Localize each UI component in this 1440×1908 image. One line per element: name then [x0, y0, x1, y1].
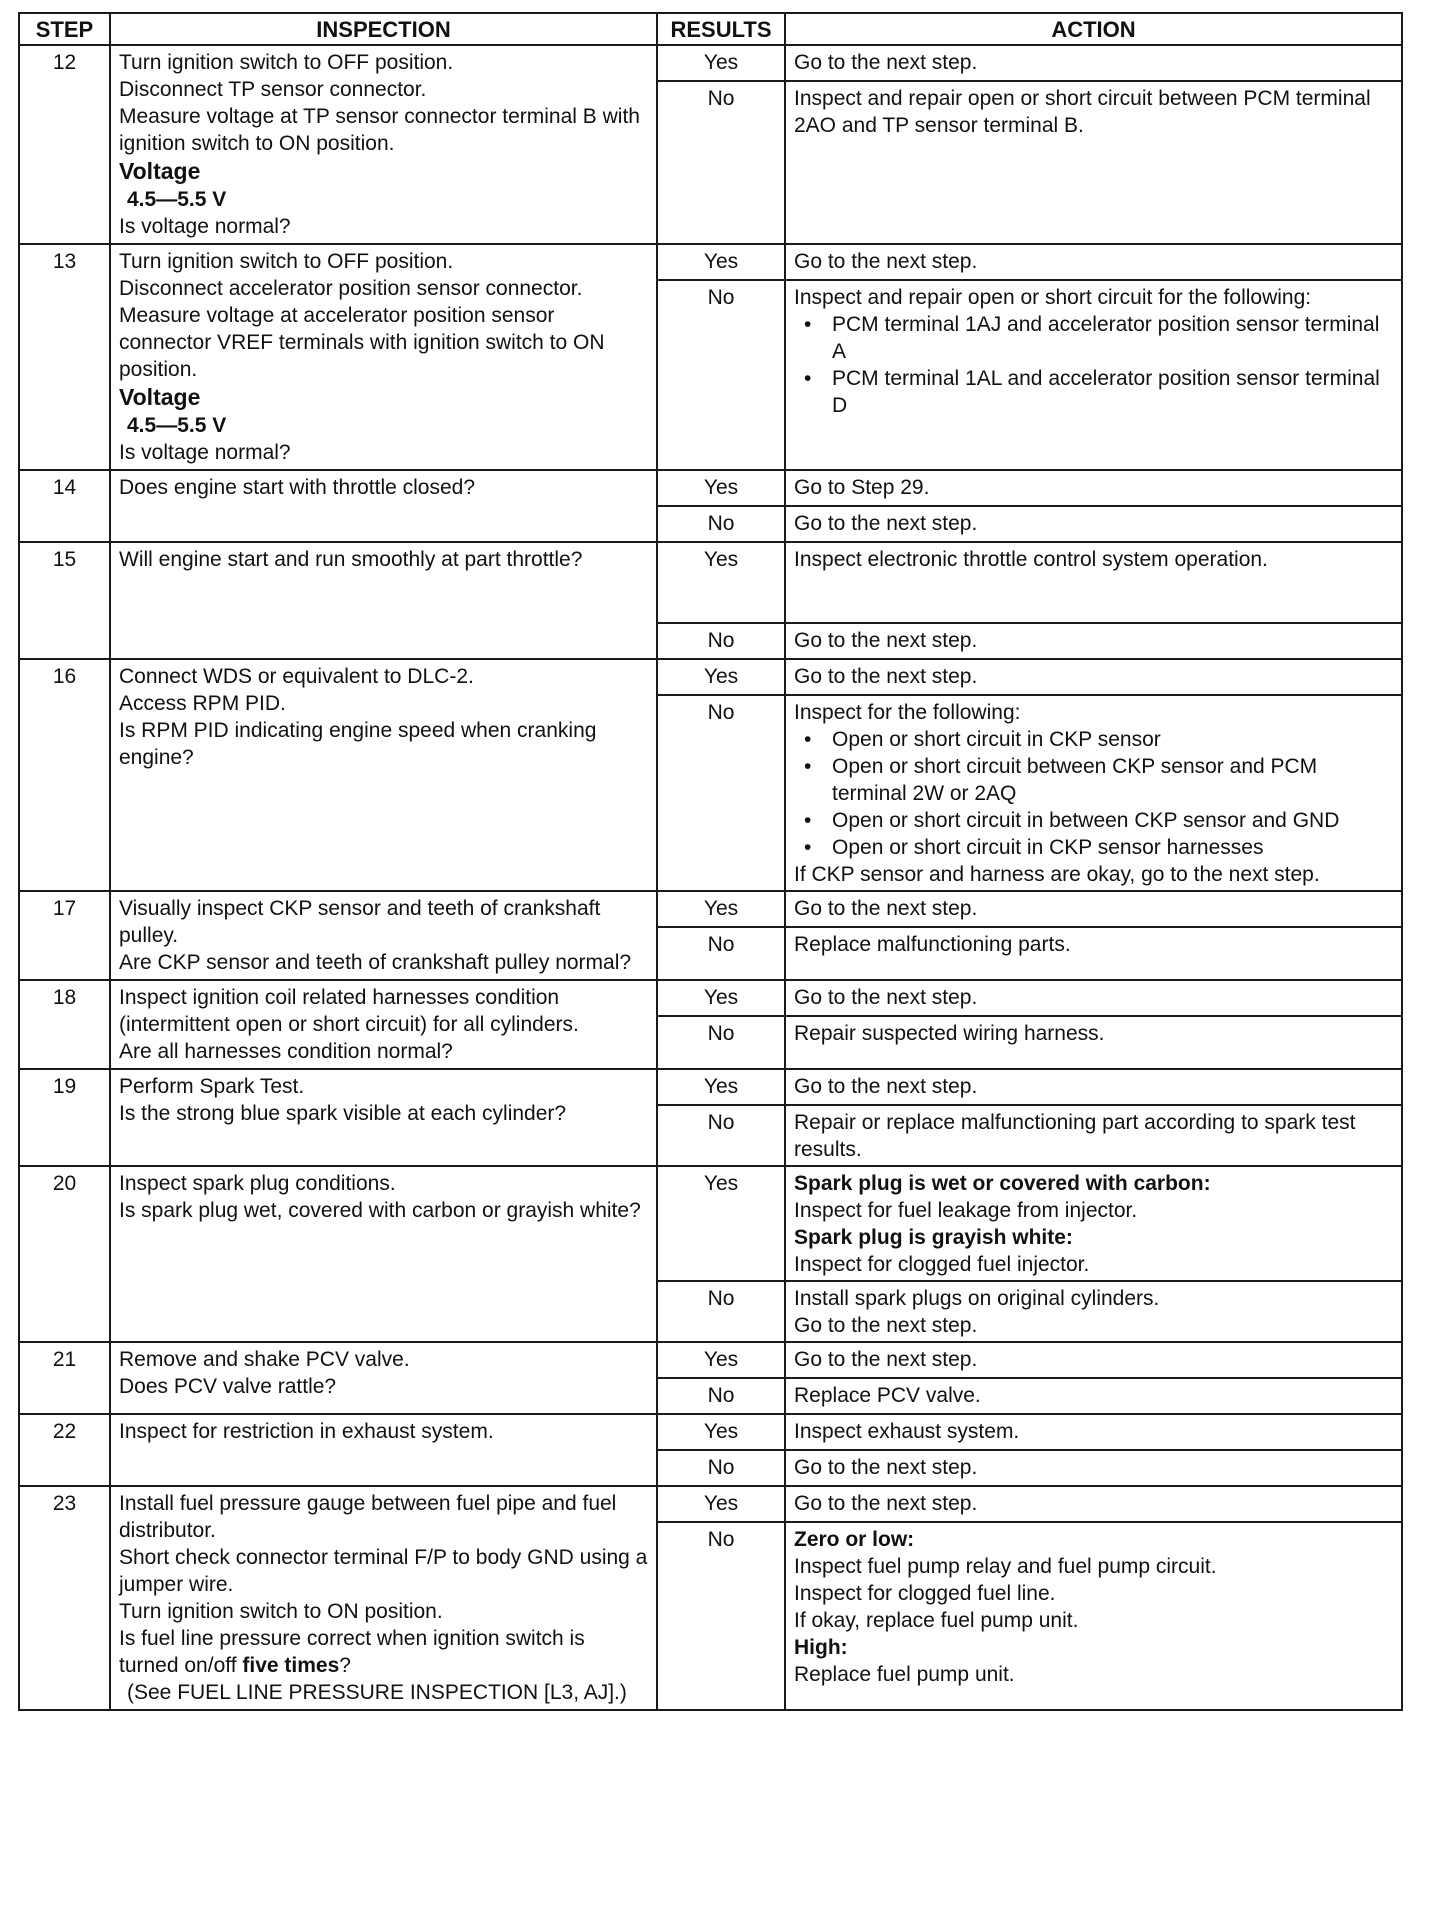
spec-heading: Voltage — [119, 384, 201, 410]
action-cell — [785, 1069, 1402, 1105]
step-number: 19 — [19, 1069, 110, 1166]
inspection-cell — [110, 542, 657, 659]
text-line: If CKP sensor and harness are okay, go to the next step. — [794, 863, 1320, 886]
text-line: Measure voltage at TP sensor connector terminal B with ignition switch to ON position. — [119, 105, 640, 155]
action-cell — [785, 695, 1402, 891]
text-line: Install fuel pressure gauge between fuel pipe and fuel distributor. — [119, 1492, 617, 1542]
result-cell: No — [657, 1105, 785, 1166]
bullet-text: Open or short circuit in between CKP sensor and GND — [832, 809, 1340, 832]
action-cell — [785, 1016, 1402, 1069]
header-results: RESULTS — [657, 13, 785, 45]
action-cell — [785, 542, 1402, 623]
text-line: Replace malfunctioning parts. — [794, 933, 1071, 956]
inspection-cell — [110, 1166, 657, 1342]
inspection-cell — [110, 1486, 657, 1710]
result-cell: Yes — [657, 244, 785, 280]
table-row — [19, 659, 1402, 695]
result-cell: Yes — [657, 1069, 785, 1105]
text-line: Disconnect accelerator position sensor connector. — [119, 277, 583, 300]
text-line: Go to the next step. — [794, 1075, 978, 1098]
inspection-cell — [110, 891, 657, 980]
bullet-icon: • — [804, 313, 812, 336]
text-line: Repair or replace malfunctioning part according to spark test results. — [794, 1111, 1356, 1161]
text-fragment: ? — [339, 1654, 351, 1677]
bullet-text: PCM terminal 1AJ and accelerator position sensor terminal A — [832, 313, 1380, 363]
result-cell: No — [657, 1450, 785, 1486]
inspection-cell — [110, 1342, 657, 1414]
text-fragment: Is fuel line pressure correct when ignition switch is turned on/off — [119, 1627, 585, 1677]
text-line: Go to the next step. — [794, 897, 978, 920]
text-line: Inspect and repair open or short circuit for the following: — [794, 286, 1312, 309]
step-number: 12 — [19, 45, 110, 244]
text-line: Is voltage normal? — [119, 441, 291, 464]
action-cell — [785, 1522, 1402, 1710]
table-row — [19, 542, 1402, 623]
action-cell — [785, 1486, 1402, 1522]
bold-text: five times — [242, 1654, 340, 1677]
table-row — [19, 1166, 1402, 1281]
table-row — [19, 470, 1402, 506]
text-line: Is the strong blue spark visible at each cylinder? — [119, 1102, 567, 1125]
result-cell: Yes — [657, 470, 785, 506]
text-line: Measure voltage at accelerator position sensor connector VREF terminals with ignition switch to ON position. — [119, 304, 605, 381]
table-row — [19, 45, 1402, 81]
result-cell: No — [657, 1281, 785, 1342]
text-line: Inspect for fuel leakage from injector. — [794, 1199, 1138, 1222]
action-cell — [785, 506, 1402, 542]
step-number: 18 — [19, 980, 110, 1069]
text-line: Will engine start and run smoothly at part throttle? — [119, 548, 583, 571]
result-cell: No — [657, 280, 785, 470]
text-line: Repair suspected wiring harness. — [794, 1022, 1105, 1045]
action-cell — [785, 81, 1402, 244]
result-cell: No — [657, 1522, 785, 1710]
text-line: Is spark plug wet, covered with carbon or grayish white? — [119, 1199, 641, 1222]
condition-heading: High: — [794, 1636, 848, 1659]
bullet-icon: • — [804, 367, 812, 390]
text-line: Replace PCV valve. — [794, 1384, 981, 1407]
text-line: Does engine start with throttle closed? — [119, 476, 476, 499]
bullet-icon: • — [804, 809, 812, 832]
text-line: Inspect for restriction in exhaust system. — [119, 1420, 494, 1443]
bullet-icon: • — [804, 755, 812, 778]
spec-heading: Voltage — [119, 158, 201, 184]
action-cell — [785, 280, 1402, 470]
text-line: Inspect exhaust system. — [794, 1420, 1020, 1443]
text-line: Remove and shake PCV valve. — [119, 1348, 410, 1371]
action-cell — [785, 1342, 1402, 1378]
spec-value: 4.5—5.5 V — [127, 188, 227, 211]
result-cell: No — [657, 927, 785, 980]
condition-heading: Spark plug is grayish white: — [794, 1226, 1073, 1249]
table-row — [19, 1069, 1402, 1105]
condition-heading: Zero or low: — [794, 1528, 915, 1551]
text-line: Go to the next step. — [794, 250, 978, 273]
step-number: 22 — [19, 1414, 110, 1486]
text-line: Inspect spark plug conditions. — [119, 1172, 396, 1195]
text-line: Connect WDS or equivalent to DLC-2. — [119, 665, 474, 688]
bullet-item — [794, 311, 1393, 365]
result-cell: Yes — [657, 980, 785, 1016]
result-cell: No — [657, 695, 785, 891]
text-line: Inspect for clogged fuel injector. — [794, 1253, 1090, 1276]
text-line: Install spark plugs on original cylinders. — [794, 1287, 1160, 1310]
table-row — [19, 1486, 1402, 1522]
result-cell: Yes — [657, 1342, 785, 1378]
text-line: Go to the next step. — [794, 1314, 978, 1337]
action-cell — [785, 1166, 1402, 1281]
table-row — [19, 1342, 1402, 1378]
bullet-text: PCM terminal 1AL and accelerator position sensor terminal D — [832, 367, 1380, 417]
result-cell: Yes — [657, 1414, 785, 1450]
bullet-item — [794, 834, 1393, 861]
result-cell: Yes — [657, 1486, 785, 1522]
action-cell — [785, 1281, 1402, 1342]
result-cell: No — [657, 623, 785, 659]
text-line: Turn ignition switch to ON position. — [119, 1600, 443, 1623]
action-cell — [785, 659, 1402, 695]
bullet-icon: • — [804, 728, 812, 751]
result-cell: No — [657, 81, 785, 244]
bullet-item — [794, 365, 1393, 419]
inspection-cell — [110, 1069, 657, 1166]
text-line: Go to the next step. — [794, 51, 978, 74]
result-cell: Yes — [657, 659, 785, 695]
action-cell — [785, 1378, 1402, 1414]
inspection-cell — [110, 659, 657, 891]
action-cell — [785, 1414, 1402, 1450]
text-line: Are CKP sensor and teeth of crankshaft pulley normal? — [119, 951, 632, 974]
text-line: Go to the next step. — [794, 1456, 978, 1479]
text-line: Disconnect TP sensor connector. — [119, 78, 427, 101]
step-number: 20 — [19, 1166, 110, 1342]
text-line: Inspect electronic throttle control system operation. — [794, 548, 1268, 571]
text-line: Go to the next step. — [794, 1348, 978, 1371]
text-line: Inspect and repair open or short circuit between PCM terminal 2AO and TP sensor terminal B. — [794, 87, 1371, 137]
action-cell — [785, 980, 1402, 1016]
step-number: 16 — [19, 659, 110, 891]
inspection-cell — [110, 45, 657, 244]
text-line: Go to the next step. — [794, 629, 978, 652]
text-line: Go to the next step. — [794, 512, 978, 535]
action-cell — [785, 1105, 1402, 1166]
step-number: 21 — [19, 1342, 110, 1414]
result-cell: No — [657, 1378, 785, 1414]
bullet-text: Open or short circuit in CKP sensor harnesses — [832, 836, 1264, 859]
text-line: Inspect for the following: — [794, 701, 1021, 724]
bullet-text: Open or short circuit in CKP sensor — [832, 728, 1161, 751]
text-line: Is RPM PID indicating engine speed when cranking engine? — [119, 719, 597, 769]
text-line: Is voltage normal? — [119, 215, 291, 238]
reference-note: (See FUEL LINE PRESSURE INSPECTION [L3, AJ].) — [127, 1681, 627, 1704]
text-line: If okay, replace fuel pump unit. — [794, 1609, 1079, 1632]
table-body — [19, 45, 1402, 1710]
text-line: Are all harnesses condition normal? — [119, 1040, 453, 1063]
inspection-cell — [110, 1414, 657, 1486]
inspection-cell — [110, 244, 657, 470]
result-cell: Yes — [657, 1166, 785, 1281]
table-header-row — [19, 13, 1402, 45]
inspection-cell — [110, 470, 657, 542]
bullet-item — [794, 807, 1393, 834]
text-line: Go to the next step. — [794, 1492, 978, 1515]
result-cell: No — [657, 1016, 785, 1069]
text-line: Does PCV valve rattle? — [119, 1375, 337, 1398]
text-line: Inspect ignition coil related harnesses condition (intermittent open or short circuit) for all cylinders. — [119, 986, 579, 1036]
step-number: 13 — [19, 244, 110, 470]
header-inspection: INSPECTION — [110, 13, 657, 45]
bullet-icon: • — [804, 836, 812, 859]
text-line: Go to the next step. — [794, 665, 978, 688]
step-number: 15 — [19, 542, 110, 659]
step-number: 23 — [19, 1486, 110, 1710]
table-row — [19, 1414, 1402, 1450]
action-cell — [785, 891, 1402, 927]
text-line: Inspect for clogged fuel line. — [794, 1582, 1056, 1605]
action-cell — [785, 623, 1402, 659]
text-line: Visually inspect CKP sensor and teeth of crankshaft pulley. — [119, 897, 601, 947]
text-line: Turn ignition switch to OFF position. — [119, 51, 454, 74]
bullet-text: Open or short circuit between CKP sensor and PCM terminal 2W or 2AQ — [832, 755, 1318, 805]
diagnostic-table — [18, 12, 1403, 1711]
rich-line — [119, 1625, 648, 1679]
table-row — [19, 980, 1402, 1016]
bullet-item — [794, 753, 1393, 807]
text-line: Turn ignition switch to OFF position. — [119, 250, 454, 273]
condition-heading: Spark plug is wet or covered with carbon: — [794, 1172, 1211, 1195]
text-line: Short check connector terminal F/P to body GND using a jumper wire. — [119, 1546, 648, 1596]
spec-value: 4.5—5.5 V — [127, 414, 227, 437]
action-cell — [785, 45, 1402, 81]
action-cell — [785, 470, 1402, 506]
table-row — [19, 244, 1402, 280]
result-cell: Yes — [657, 891, 785, 927]
header-step: STEP — [19, 13, 110, 45]
result-cell: Yes — [657, 45, 785, 81]
text-line: Inspect fuel pump relay and fuel pump circuit. — [794, 1555, 1217, 1578]
header-action: ACTION — [785, 13, 1402, 45]
table-row — [19, 891, 1402, 927]
result-cell: No — [657, 506, 785, 542]
inspection-cell — [110, 980, 657, 1069]
action-cell — [785, 1450, 1402, 1486]
step-number: 14 — [19, 470, 110, 542]
text-line: Perform Spark Test. — [119, 1075, 305, 1098]
result-cell: Yes — [657, 542, 785, 623]
text-line: Go to the next step. — [794, 986, 978, 1009]
bullet-item — [794, 726, 1393, 753]
step-number: 17 — [19, 891, 110, 980]
text-line: Go to Step 29. — [794, 476, 930, 499]
action-cell — [785, 244, 1402, 280]
text-line: Replace fuel pump unit. — [794, 1663, 1015, 1686]
text-line: Access RPM PID. — [119, 692, 286, 715]
action-cell — [785, 927, 1402, 980]
